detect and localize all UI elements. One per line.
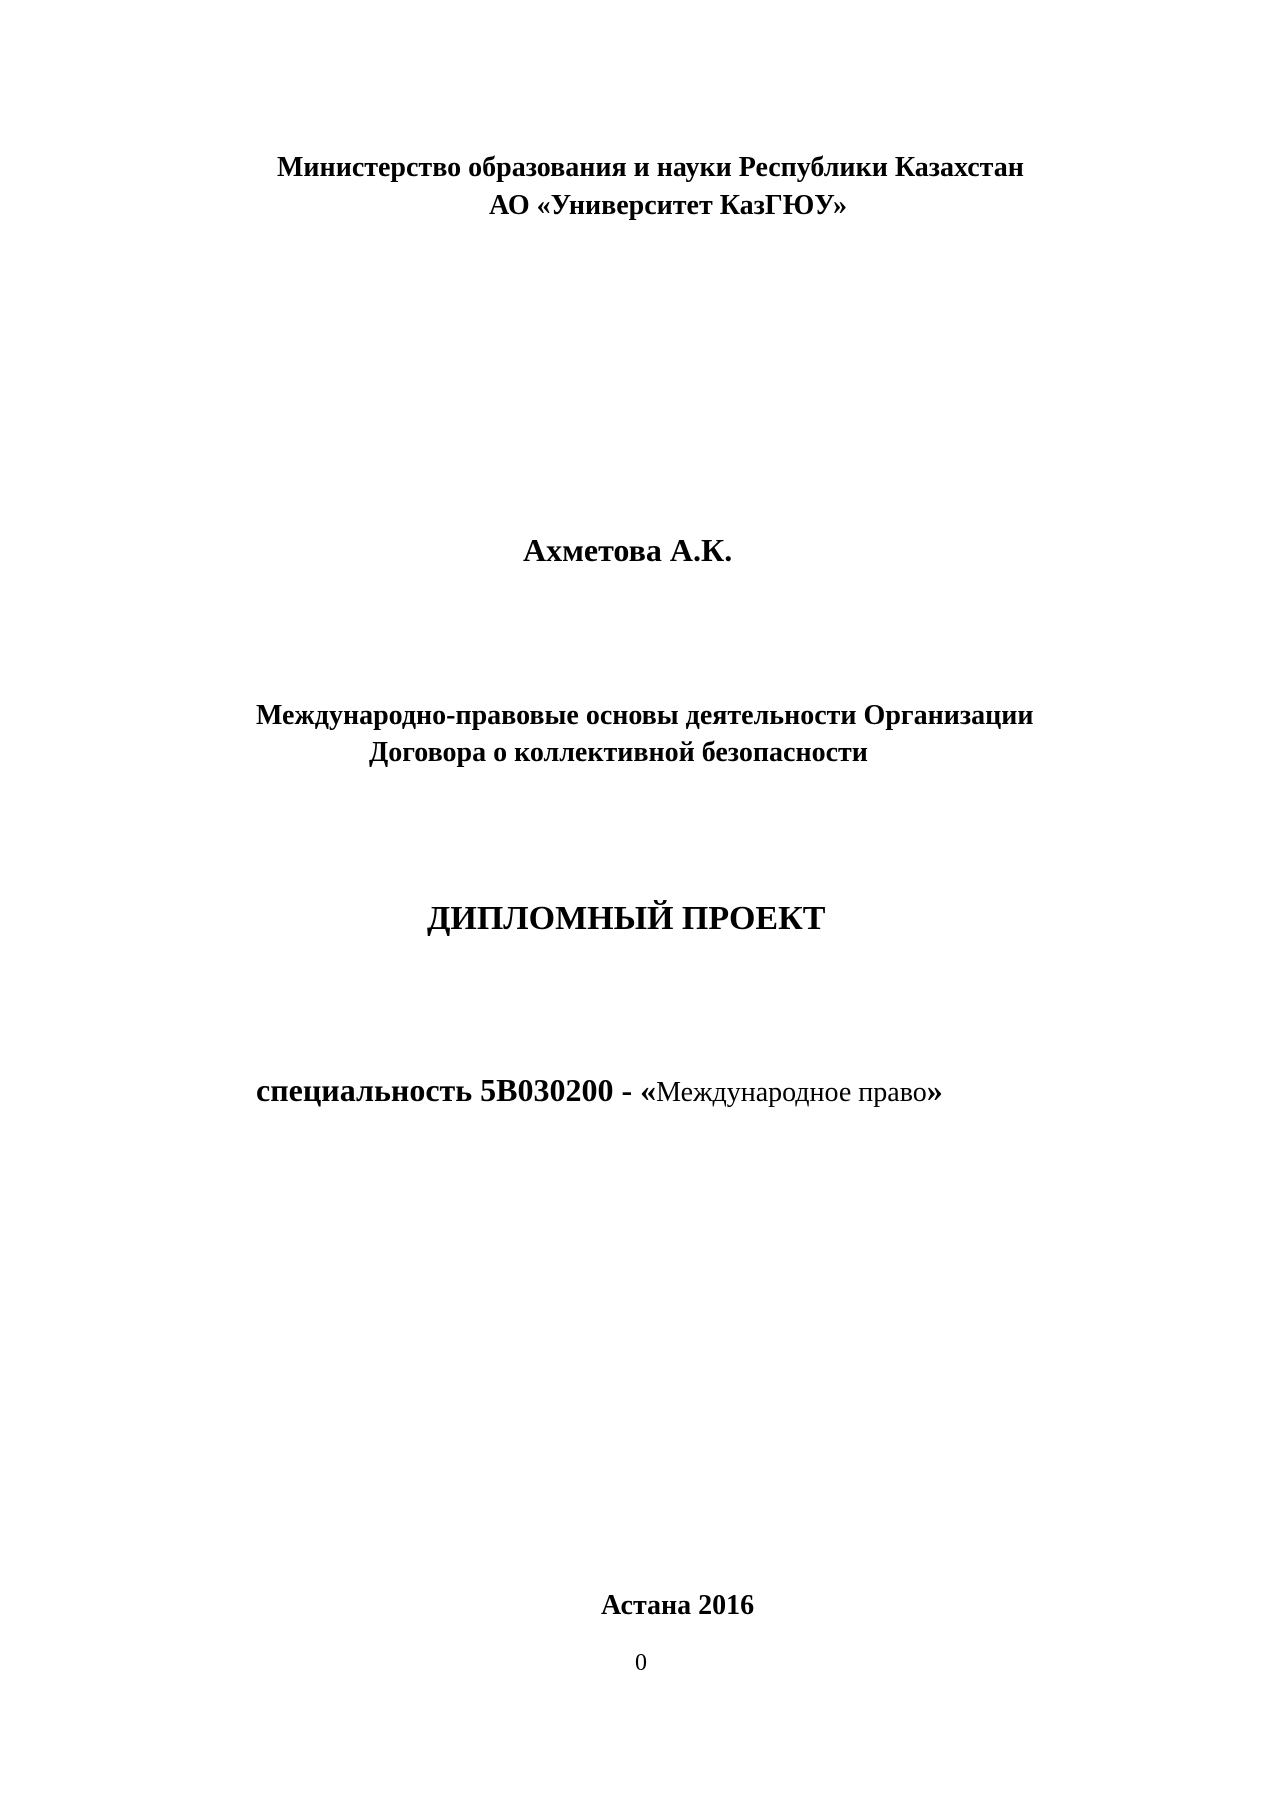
city-year: Астана 2016 (601, 1590, 755, 1621)
specialty-prefix: специальность 5В030200 - « (256, 1072, 657, 1108)
ministry-heading: Министерство образования и науки Республики Казахстан (277, 152, 1024, 183)
author-name: Ахметова А.К. (523, 532, 733, 568)
university-heading: АО «Университет КазГЮУ» (489, 190, 848, 221)
specialty-line (256, 1072, 943, 1109)
specialty-suffix: » (926, 1072, 943, 1108)
thesis-title-line-1: Международно-правовые основы деятельности Организации (256, 700, 1034, 731)
document-type: ДИПЛОМНЫЙ ПРОЕКТ (427, 900, 826, 937)
page-number: 0 (635, 1650, 647, 1676)
thesis-title-line-2: Договора о коллективной безопасности (369, 737, 868, 768)
specialty-name: Международное право (656, 1077, 927, 1108)
